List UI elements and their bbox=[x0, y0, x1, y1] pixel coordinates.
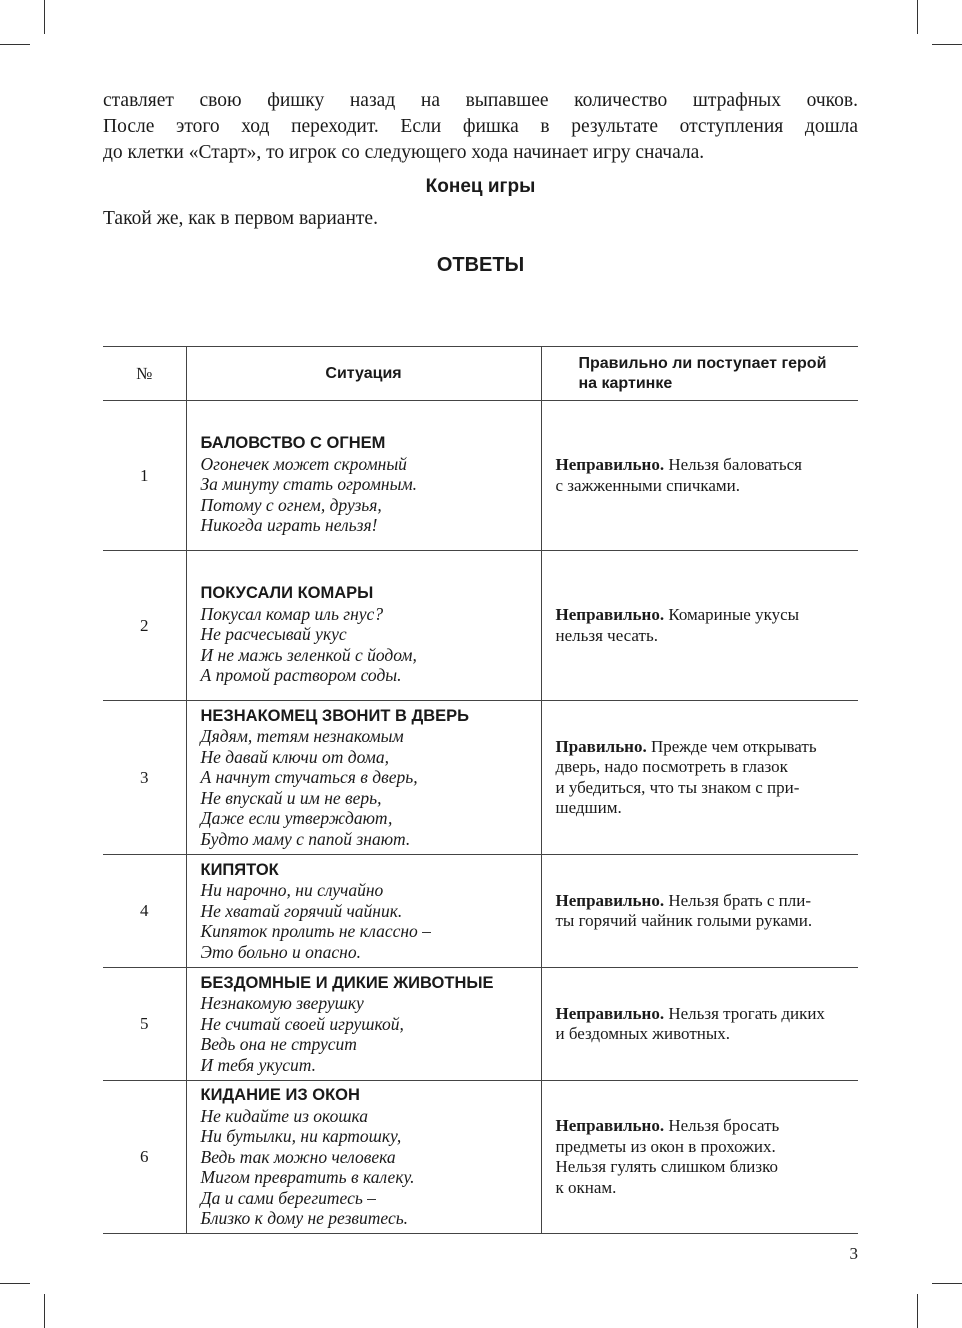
answer-text: с зажженными спичками. bbox=[555, 475, 741, 495]
situation-title: НЕЗНАКОМЕЦ ЗВОНИТ В ДВЕРЬ bbox=[200, 706, 470, 725]
poem-line: Мигом превратить в калеку. bbox=[200, 1167, 415, 1188]
table-row bbox=[103, 401, 858, 551]
answer-text: Нельзя бросать bbox=[664, 1116, 780, 1135]
situation-cell bbox=[186, 855, 541, 968]
poem-line: Не считай своей игрушкой, bbox=[200, 1013, 404, 1034]
situation-title: КИДАНИЕ ИЗ ОКОН bbox=[200, 1086, 360, 1105]
poem-line: Ни бутылки, ни картошку, bbox=[200, 1126, 402, 1147]
crop-mark bbox=[0, 44, 30, 45]
header-situation: Ситуация bbox=[186, 347, 541, 401]
table-row bbox=[103, 968, 858, 1081]
crop-mark bbox=[917, 0, 918, 34]
answer-text: дверь, надо посмотреть в глазок bbox=[555, 757, 788, 776]
situation-title: КИПЯТОК bbox=[200, 860, 279, 879]
answer-cell bbox=[541, 968, 858, 1081]
row-number: 4 bbox=[103, 855, 186, 968]
answer-text: и бездомных животных. bbox=[555, 1024, 731, 1043]
body-text: Такой же, как в первом варианте. bbox=[103, 208, 378, 229]
poem-line: Покусал комар иль гнус? bbox=[200, 603, 384, 624]
table-row bbox=[103, 551, 858, 701]
answer-cell bbox=[541, 1081, 858, 1234]
intro-paragraph bbox=[103, 88, 858, 166]
situation-cell bbox=[186, 1081, 541, 1234]
answer-text: Нельзя брать с пли- bbox=[664, 890, 811, 910]
header-answer-line: на картинке bbox=[578, 374, 673, 392]
situation-cell bbox=[186, 701, 541, 855]
poem-line: И тебя укусит. bbox=[200, 1054, 317, 1075]
answer-text: к окнам. bbox=[555, 1177, 617, 1197]
answer-text: Нельзя трогать диких bbox=[664, 1003, 825, 1023]
poem-line: Даже если утверждают, bbox=[200, 808, 393, 829]
poem-line: Огонечек может скромный bbox=[200, 453, 407, 474]
row-number: 5 bbox=[103, 968, 186, 1081]
intro-line: ставляет свою фишку назад на выпавшее количество штрафных очков. bbox=[103, 90, 858, 111]
row-number: 6 bbox=[103, 1081, 186, 1234]
intro-line: до клетки «Старт», то игрок со следующего хода начинает игру сначала. bbox=[103, 142, 705, 163]
answer-text: шедшим. bbox=[555, 798, 622, 817]
section-title: ОТВЕТЫ bbox=[436, 254, 525, 276]
poem-line: Ведь так можно человека bbox=[200, 1146, 396, 1167]
answer-text: Прежде чем открывать bbox=[646, 736, 817, 756]
situation-cell bbox=[186, 551, 541, 701]
situation-title: БАЛОВСТВО С ОГНЕМ bbox=[200, 434, 386, 453]
answers-table bbox=[103, 346, 858, 1234]
table-row bbox=[103, 1081, 858, 1234]
intro-line: После этого ход переходит. Если фишка в результате отступления дошла bbox=[103, 116, 858, 137]
answer-cell bbox=[541, 401, 858, 551]
answer-verdict: Неправильно. bbox=[555, 455, 665, 474]
poem-line: А промой раствором соды. bbox=[200, 665, 402, 686]
header-answer-line: Правильно ли поступает герой bbox=[578, 354, 827, 372]
crop-mark bbox=[44, 0, 45, 34]
poem-line: Близко к дому не резвитесь. bbox=[200, 1208, 409, 1229]
answer-verdict: Неправильно. bbox=[555, 605, 665, 624]
answer-verdict: Правильно. bbox=[555, 736, 647, 756]
answer-verdict: Неправильно. bbox=[555, 1116, 665, 1135]
header-answer bbox=[541, 347, 858, 401]
answer-verdict: Неправильно. bbox=[555, 890, 665, 910]
poem-line: Дядям, тетям незнакомым bbox=[200, 726, 404, 747]
poem-line: Да и сами берегитесь – bbox=[200, 1187, 376, 1208]
poem-line: Ни нарочно, ни случайно bbox=[200, 880, 384, 901]
subheading: Конец игры bbox=[425, 176, 536, 197]
row-number: 1 bbox=[103, 401, 186, 551]
poem-line: Не расчесывай укус bbox=[200, 624, 347, 645]
poem-line: И не мажь зеленкой с йодом, bbox=[200, 644, 417, 665]
page-number: 3 bbox=[849, 1244, 858, 1263]
poem-line: Не кидайте из окошка bbox=[200, 1105, 369, 1126]
answer-cell bbox=[541, 551, 858, 701]
poem-line: Потому с огнем, друзья, bbox=[200, 494, 382, 515]
table-row bbox=[103, 701, 858, 855]
poem-line: Ведь она не струсит bbox=[200, 1034, 357, 1055]
poem-line: Будто маму с папой знают. bbox=[200, 828, 411, 849]
table-row bbox=[103, 855, 858, 968]
answer-cell bbox=[541, 855, 858, 968]
poem-line: Незнакомую зверушку bbox=[200, 993, 364, 1014]
crop-mark bbox=[917, 1294, 918, 1328]
poem-line: Не давай ключи от дома, bbox=[200, 746, 389, 767]
crop-mark bbox=[932, 44, 962, 45]
poem-line: Никогда играть нельзя! bbox=[200, 515, 378, 536]
answer-verdict: Неправильно. bbox=[555, 1003, 665, 1023]
table-header-row bbox=[103, 347, 858, 401]
crop-mark bbox=[932, 1283, 962, 1284]
situation-title: ПОКУСАЛИ КОМАРЫ bbox=[200, 584, 374, 603]
header-number: № bbox=[103, 347, 186, 401]
crop-mark bbox=[0, 1283, 30, 1284]
poem-line: Не впускай и им не верь, bbox=[200, 787, 382, 808]
crop-mark bbox=[44, 1294, 45, 1328]
situation-cell bbox=[186, 401, 541, 551]
row-number: 3 bbox=[103, 701, 186, 855]
poem-line: А начнут стучаться в дверь, bbox=[200, 767, 418, 788]
poem-line: Не хватай горячий чайник. bbox=[200, 900, 403, 921]
answer-text: ты горячий чайник голыми руками. bbox=[555, 911, 813, 930]
situation-title: БЕЗДОМНЫЕ И ДИКИЕ ЖИВОТНЫЕ bbox=[200, 973, 494, 992]
situation-cell bbox=[186, 968, 541, 1081]
answer-cell bbox=[541, 701, 858, 855]
answer-text: нельзя чесать. bbox=[555, 625, 658, 645]
answer-text: и убедиться, что ты знаком с при- bbox=[555, 777, 800, 797]
answer-text: Комариные укусы bbox=[664, 605, 800, 624]
poem-line: Это больно и опасно. bbox=[200, 941, 361, 962]
answer-text: Нельзя баловаться bbox=[664, 455, 802, 474]
answer-text: предметы из окон в прохожих. bbox=[555, 1136, 776, 1156]
row-number: 2 bbox=[103, 551, 186, 701]
answer-text: Нельзя гулять слишком близко bbox=[555, 1157, 779, 1176]
poem-line: Кипяток пролить не классно – bbox=[200, 921, 431, 942]
poem-line: За минуту стать огромным. bbox=[200, 474, 418, 495]
